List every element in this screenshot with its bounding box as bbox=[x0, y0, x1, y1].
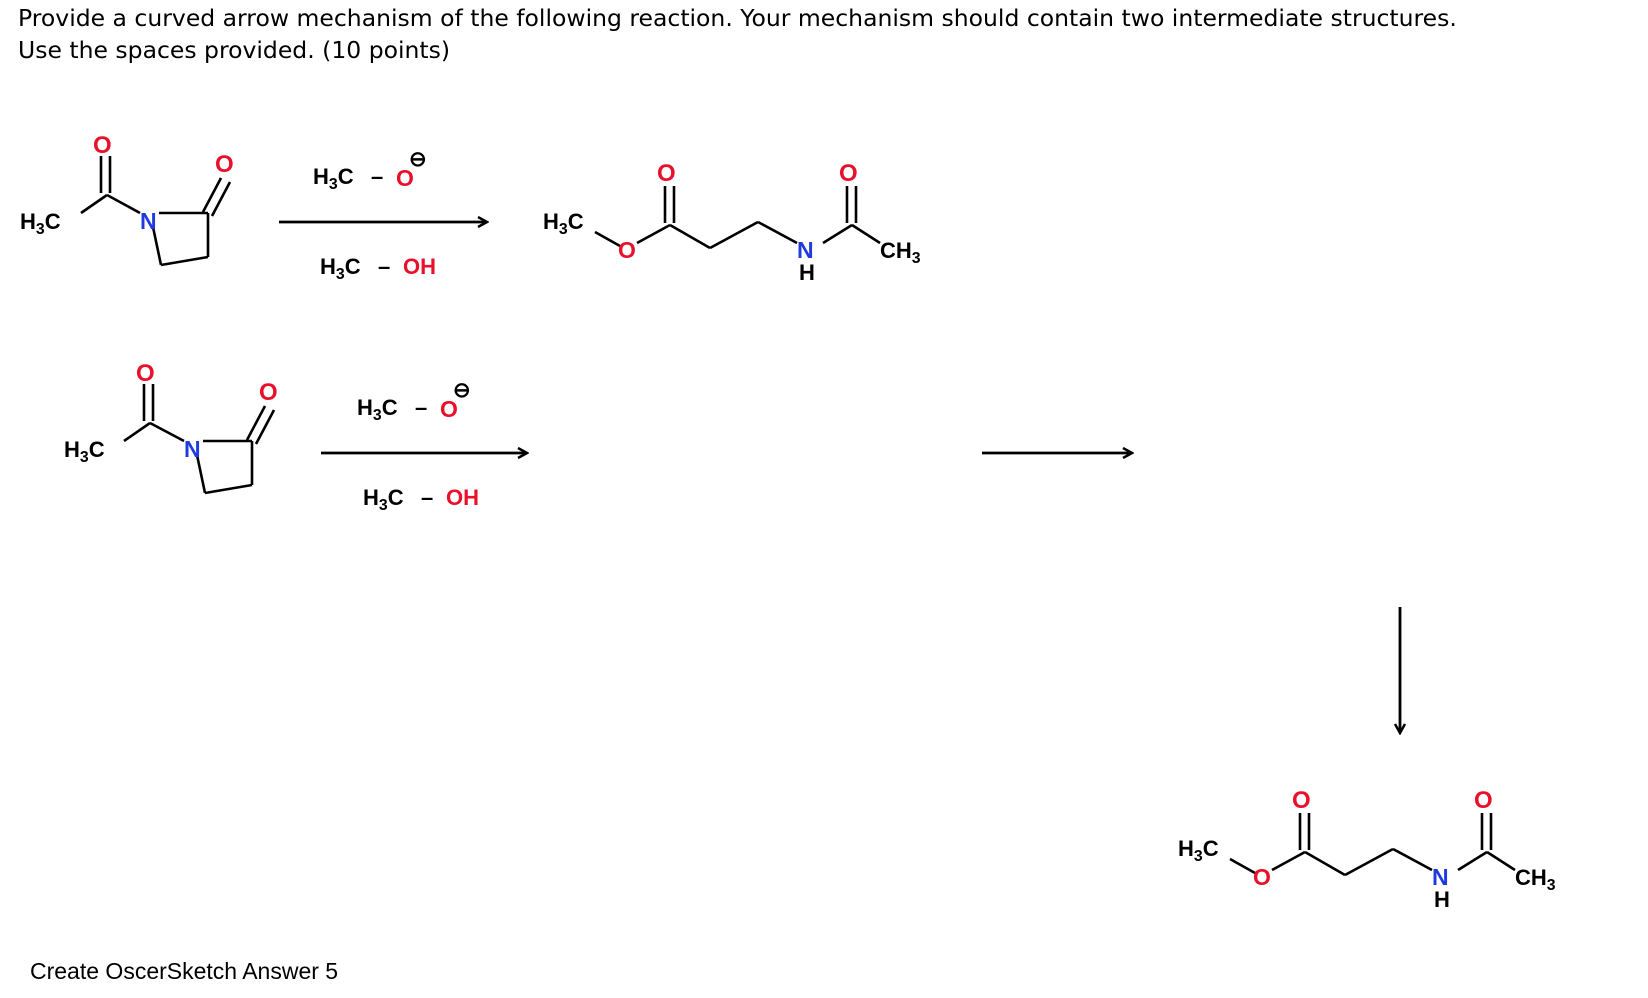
product-1 bbox=[543, 160, 921, 285]
svg-text:H3C: $H_3C$ bbox=[543, 209, 584, 238]
svg-text:⊖: ⊖ bbox=[409, 148, 427, 171]
svg-text:O: O bbox=[93, 132, 112, 159]
svg-text:O: O bbox=[440, 396, 458, 422]
svg-text:O: O bbox=[618, 237, 636, 263]
svg-text:H: H bbox=[1434, 887, 1450, 912]
svg-text:N: N bbox=[140, 208, 157, 234]
starting-material-1 bbox=[20, 132, 234, 265]
svg-text:O: O bbox=[1253, 864, 1271, 890]
svg-text:CH3: $CH_3$ bbox=[1515, 865, 1556, 894]
svg-text:O: O bbox=[136, 360, 155, 387]
svg-text:H3C: $H_3C$ bbox=[357, 395, 398, 424]
svg-text:–: – bbox=[415, 395, 428, 420]
svg-text:H3C: $H_3C$ bbox=[363, 485, 404, 514]
svg-text:H3C: $H_3C$ bbox=[313, 164, 354, 193]
svg-text:O: O bbox=[215, 151, 234, 178]
product-2 bbox=[1178, 787, 1556, 912]
svg-text:–: – bbox=[371, 164, 384, 189]
svg-text:N: N bbox=[1432, 864, 1449, 890]
question-line-2: Use the spaces provided. (10 points) bbox=[18, 36, 451, 64]
svg-text:O: O bbox=[396, 165, 414, 191]
svg-text:H3C: $H_3C$ bbox=[64, 437, 105, 466]
svg-text:H: H bbox=[799, 260, 815, 285]
svg-text:H3C: $H_3C$ bbox=[1178, 836, 1219, 865]
svg-text:O: O bbox=[1474, 787, 1493, 814]
starting-material-2 bbox=[64, 360, 278, 493]
svg-text:H3C: $H_3C$ bbox=[20, 209, 61, 238]
create-oscersketch-answer-link[interactable]: Create OscerSketch Answer 5 bbox=[30, 958, 339, 984]
svg-text:O: O bbox=[1292, 787, 1311, 814]
question-line-1: Provide a curved arrow mechanism of the following reaction. Your mechanism should contain two intermediate structures. bbox=[18, 4, 1457, 32]
reagents-1 bbox=[313, 148, 436, 283]
svg-text:O: O bbox=[259, 379, 278, 406]
svg-text:N: N bbox=[797, 237, 814, 263]
svg-text:⊖: ⊖ bbox=[453, 379, 471, 402]
svg-text:H3C: $H_3C$ bbox=[320, 254, 361, 283]
reagents-2 bbox=[357, 379, 479, 514]
svg-text:–: – bbox=[378, 254, 391, 279]
svg-text:CH3: $CH_3$ bbox=[880, 238, 921, 267]
svg-text:–: – bbox=[421, 485, 434, 510]
svg-text:N: N bbox=[184, 436, 201, 462]
svg-text:OH: OH bbox=[446, 485, 479, 510]
svg-text:O: O bbox=[657, 160, 676, 187]
svg-text:OH: OH bbox=[403, 254, 436, 279]
svg-text:O: O bbox=[839, 160, 858, 187]
